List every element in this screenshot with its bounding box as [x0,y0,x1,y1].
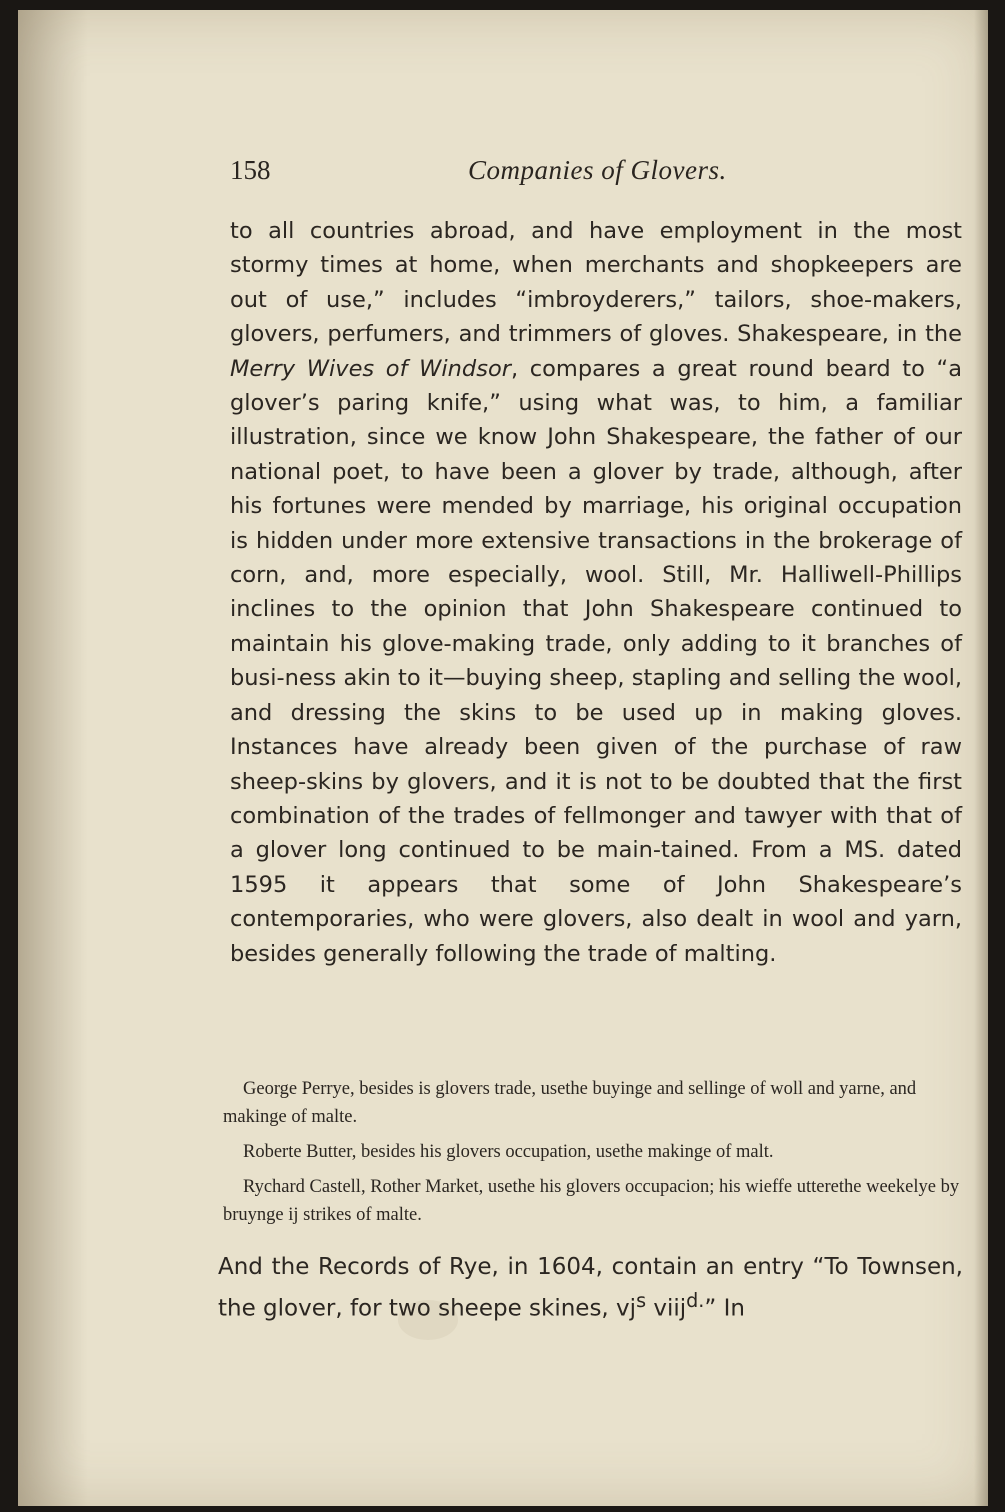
extract-block [223,1075,961,1236]
continuation-after: ” In [704,1296,745,1323]
main-paragraph [230,214,962,971]
continuation-middle: viij [646,1296,687,1323]
play-title: Merry Wives of Windsor [230,355,511,382]
main-text-part-2: , compares a great round beard to “a glover’s paring knife,” using what was, to him, a familiar illustration, since we know John Shakespeare, the father of our national poet, to have been a glover by trade, although, after his fortunes were mended by marriage, his original occupation is hidden under more extensive transactions in the brokerage of corn, and, more especially, wool. Still, Mr. Halliwell-Phillips inclines to the opinion that John Shakespeare continued to maintain his glove-making trade, only adding to it branches of busi-ness akin to it—buying sheep, stapling and selling the wool, and dressing the skins to be used up in making gloves. Instances have already been given of the purchase of raw sheep-skins by glovers, and it is not to be doubted that the first combination of the trades of fellmonger and tawyer with that of a glover long continued to be main-tained. From a MS. dated 1595 it appears that some of John Shakespeare’s contemporaries, who were glovers, also dealt in wool and yarn, besides generally following the trade of malting. [230,355,963,967]
continuation-text [218,1250,963,1326]
main-text-part-1: to all countries abroad, and have employment in the most stormy times at home, when merchants and shopkeepers are out of use,” includes “imbroyderers,” tailors, shoe-makers, glovers, perfumers, and trimmers of gloves. Shakespeare, in the [230,218,962,348]
page-edge-shadow [974,10,988,1506]
extract-line: Roberte Butter, besides his glovers occupation, usethe makinge of malt. [243,1142,774,1162]
book-page [18,10,988,1506]
pence-superscript: d. [686,1289,705,1313]
page-header [230,155,970,195]
page-number: 158 [230,155,271,185]
running-title: Companies of Glovers. [468,155,727,185]
extract-line: Rychard Castell, Rother Market, usethe his glovers occupacion; his wieffe utterethe weekelye by bruynge ij strikes of malte. [223,1177,960,1225]
page-spine-shadow [18,10,88,1506]
continuation-before: And the Records of Rye, in 1604, contain an entry “To Townsen, the glover, for two sheepe skines, vj [218,1254,963,1323]
continuation-paragraph [218,1250,963,1326]
main-paragraph-text [230,214,962,971]
extract-line: George Perrye, besides is glovers trade, usethe buyinge and sellinge of woll and yarne, and makinge of malte. [223,1079,917,1127]
shillings-superscript: s [636,1289,647,1313]
